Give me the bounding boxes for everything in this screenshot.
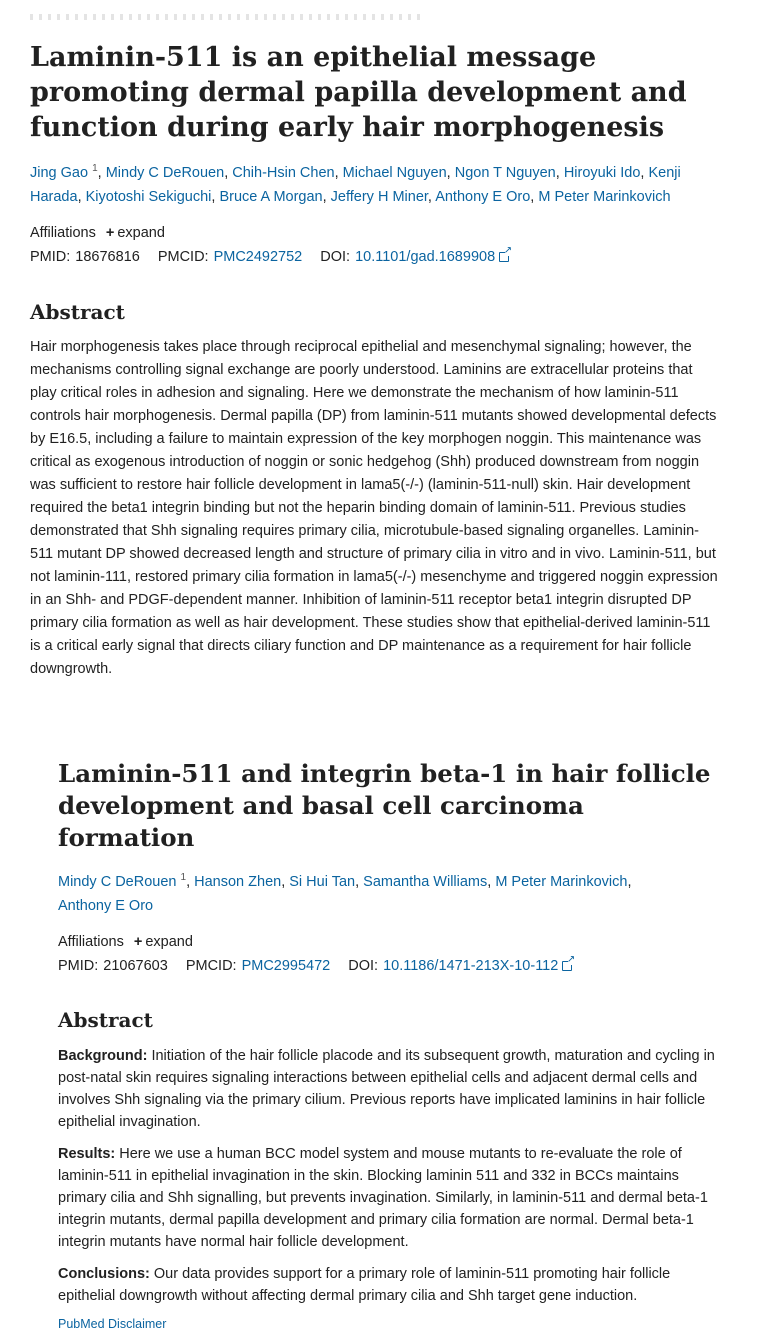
author-link[interactable]: M Peter Marinkovich <box>495 874 628 890</box>
conclusions-text: Our data provides support for a primary role of laminin-511 promoting hair follicle epithelial downgrowth without affecting dermal primary cilia and Shh target gene induction. <box>58 1266 671 1304</box>
background-label: Background: <box>58 1048 148 1064</box>
doi-value: 10.1186/1471-213X-10-112 <box>383 958 559 974</box>
affiliation-number[interactable]: 1 <box>180 872 187 884</box>
abstract-background <box>58 1045 718 1133</box>
pubmed-disclaimer-link[interactable]: PubMed Disclaimer <box>58 1317 167 1331</box>
author-list: Mindy C DeRouen $^1$, Hanson Zhen, Si Hui Tan, Samantha Williams, M Peter Marinkovich, Anthony E Oro <box>58 872 632 914</box>
expand-label: expand <box>145 934 193 950</box>
affiliations-label: Affiliations <box>30 225 96 241</box>
author-link[interactable]: Kiyotoshi Sekiguchi <box>85 189 212 205</box>
doi-value: 10.1101/gad.1689908 <box>355 249 496 265</box>
pmcid-link[interactable]: PMC2492752 <box>213 249 303 265</box>
affiliations-label: Affiliations <box>58 934 124 950</box>
pmcid-label: PMCID: <box>157 249 209 265</box>
author-link[interactable]: Ngon T Nguyen <box>454 165 556 181</box>
identifiers-row <box>58 956 718 976</box>
expand-affiliations-button[interactable] <box>106 225 165 241</box>
pmid-label: PMID: <box>30 249 71 265</box>
external-link-icon <box>499 252 509 262</box>
abstract-heading: Abstract <box>58 1008 153 1032</box>
article-2 <box>58 758 718 1331</box>
author-link[interactable]: Bruce A Morgan <box>219 189 323 205</box>
doi-label: DOI: <box>320 249 351 265</box>
author-link[interactable]: Mindy C DeRouen <box>58 874 177 890</box>
plus-icon: + <box>133 934 143 950</box>
affiliation-number[interactable]: 1 <box>92 163 98 175</box>
author-link[interactable]: Si Hui Tan <box>289 874 356 890</box>
doi-label: DOI: <box>348 958 379 974</box>
affiliations-row <box>30 223 720 243</box>
author-link[interactable]: Anthony E Oro <box>435 189 531 205</box>
background-text: Initiation of the hair follicle placode and its subsequent growth, maturation and cycling in post-natal skin requires signaling interactions between epithelial cells and adjacent dermal cells and involves Shh signaling via the primary cilium. Previous reports have implicated laminins in hair follicle epithelial invagination. <box>58 1048 715 1130</box>
pmid-value: 18676816 <box>75 249 140 265</box>
expand-label: expand <box>117 225 165 241</box>
author-link[interactable]: Chih-Hsin Chen <box>232 165 335 181</box>
abstract-results <box>58 1143 718 1253</box>
author-link[interactable]: Kenji Harada <box>30 165 681 205</box>
author-link[interactable]: Jing Gao <box>30 165 89 181</box>
article-1-title: Laminin-511 is an epithelial message promoting dermal papilla development and function during early hair morphogenesis <box>30 42 687 143</box>
plus-icon: + <box>105 225 115 241</box>
doi-link[interactable] <box>383 958 572 974</box>
author-link[interactable]: Samantha Williams <box>363 874 488 890</box>
author-link[interactable]: Mindy C DeRouen <box>105 165 225 181</box>
pmid-value: 21067603 <box>103 958 168 974</box>
article-2-title: Laminin-511 and integrin beta-1 in hair follicle development and basal cell carcinoma formation <box>58 759 711 852</box>
author-link[interactable]: Anthony E Oro <box>58 898 154 914</box>
author-list: Jing Gao $^1$, Mindy C DeRouen, Chih-Hsin Chen, Michael Nguyen, Ngon T Nguyen, Hiroyuki Ido, Kenji Harada, Kiyotoshi Sekiguchi, Bruce A Morgan, Jeffery H Miner, Anthony E Oro, M Peter Marinkovich <box>30 163 681 205</box>
conclusions-label: Conclusions: <box>58 1266 150 1282</box>
author-link[interactable]: Jeffery H Miner <box>330 189 428 205</box>
abstract-text: Hair morphogenesis takes place through reciprocal epithelial and mesenchymal signaling; however, the mechanisms controlling signal exchange are poorly understood. Laminins are extracellular proteins that play critical roles in adhesion and signaling. Here we demonstrate the mechanism of how laminin-511 controls hair morphogenesis. Dermal papilla (DP) from laminin-511 mutants showed developmental defects by E16.5, including a failure to maintain expression of the key morphogen noggin. This maintenance was critical as exogenous introduction of noggin or sonic hedgehog (Shh) produced downstream from noggin was sufficient to restore hair follicle development in lama5(-/-) (laminin-511-null) skin. Hair development required the beta1 integrin binding but not the heparin binding domain of laminin-511. Previous studies demonstrated that Shh signaling requires primary cilia, microtubule-based signaling organelles. Laminin-511 mutant DP showed decreased length and structure of primary cilia in vitro and in vivo. Laminin-511, but not laminin-111, restored primary cilia formation in lama5(-/-) mesenchyme and triggered noggin expression in an Shh- and PDGF-dependent manner. Inhibition of laminin-511 receptor beta1 integrin disrupted DP primary cilia formation as well as hair development. These studies show that epithelial-derived laminin-511 is a critical early signal that directs ciliary function and DP maintenance as a requirement for hair follicle downgrowth. <box>30 339 718 677</box>
author-link[interactable]: M Peter Marinkovich <box>538 189 671 205</box>
abstract-conclusions <box>58 1263 718 1307</box>
author-link[interactable]: Hanson Zhen <box>194 874 282 890</box>
doi-link[interactable] <box>355 249 509 265</box>
author-link[interactable]: Michael Nguyen <box>342 165 447 181</box>
truncated-text-above <box>30 14 420 20</box>
identifiers-row <box>30 247 720 267</box>
external-link-icon <box>562 961 572 971</box>
pmcid-link[interactable]: PMC2995472 <box>241 958 331 974</box>
abstract-heading: Abstract <box>30 300 125 324</box>
affiliations-row <box>58 932 718 952</box>
expand-affiliations-button[interactable] <box>134 934 193 950</box>
results-text: Here we use a human BCC model system and mouse mutants to re-evaluate the role of laminin-511 in epithelial invagination in the skin. Blocking laminin 511 and 332 in BCCs maintains primary cilia and Shh signalling, but prevents invagination. Similarly, in laminin-511 and dermal beta-1 integrin mutants, dermal papilla development and primary cilia formation are normal. Dermal beta-1 integrin mutants have normal hair follicle development. <box>58 1146 708 1250</box>
pmcid-label: PMCID: <box>185 958 237 974</box>
article-1 <box>30 40 720 681</box>
results-label: Results: <box>58 1146 116 1162</box>
pmid-label: PMID: <box>58 958 99 974</box>
author-link[interactable]: Hiroyuki Ido <box>563 165 641 181</box>
